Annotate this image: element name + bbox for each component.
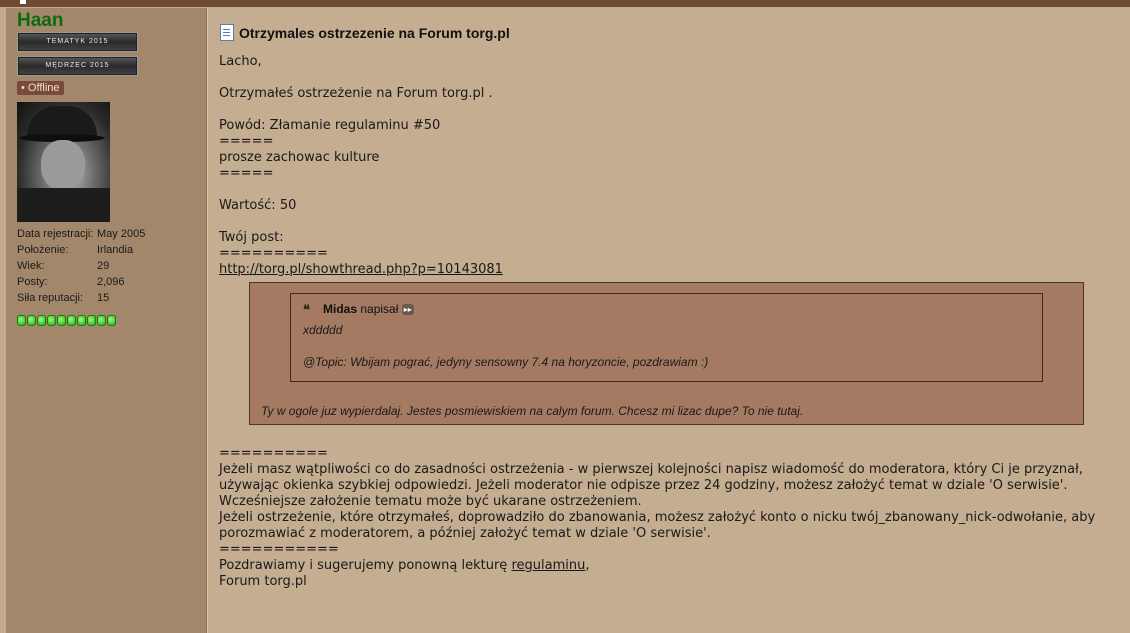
quote-block [249, 282, 1084, 425]
info-registration: Data rejestracji: May 2005 [17, 228, 146, 240]
reputation-pip [17, 315, 26, 326]
reputation-pip [107, 315, 116, 326]
msg-sep4: ========== [219, 446, 328, 461]
username-link[interactable]: Haan [17, 10, 64, 31]
document-icon [220, 24, 234, 41]
reputation-pip [57, 315, 66, 326]
status-badge: • Offline [17, 81, 64, 95]
award-badge-tematyk: TEMATYK 2015 [17, 32, 138, 52]
msg-sep2: ===== [219, 166, 274, 181]
msg-sep5: =========== [219, 542, 339, 557]
info-location: Położenie: Irlandia [17, 244, 134, 256]
msg-line1: Otrzymałeś ostrzeżenie na Forum torg.pl . [219, 86, 493, 101]
msg-post-link-wrap [219, 262, 503, 278]
msg-reason-text: prosze zachowac kulture [219, 150, 380, 165]
quote-line2: @Topic: Wbijam pograć, jedyny sensowny 7.4 na horyzoncie, pozdrawiam :) [303, 355, 709, 369]
page-icon [20, 0, 26, 4]
reputation-pip [37, 315, 46, 326]
msg-sep1: ===== [219, 134, 274, 149]
msg-reason: Powód: Złamanie regulaminu #50 [219, 118, 441, 133]
top-bar [0, 0, 1130, 7]
reputation-pip [77, 315, 86, 326]
msg-closing: Pozdrawiamy i sugerujemy ponowną lekturę regulaminu, [219, 558, 590, 573]
post-content [207, 8, 1130, 633]
reputation-bar [17, 311, 117, 321]
msg-p3: Wcześniejsze założenie tematu może być ukarane ostrzeżeniem. [219, 494, 642, 509]
msg-value: Wartość: 50 [219, 198, 297, 213]
quote-wrote: napisał [360, 302, 399, 316]
quote-icon: ❝ [303, 302, 310, 317]
nested-quote [290, 293, 1043, 382]
post-link[interactable]: http://torg.pl/showthread.php?p=10143081 [219, 262, 503, 277]
msg-p4: Jeżeli ostrzeżenie, które otrzymałeś, doprowadziło do zbanowania, możesz założyć konto o nicku twój_zbanowany_nick-odwołanie, aby [219, 510, 1096, 525]
quote-line1: xddddd [303, 323, 343, 337]
quote-author-name[interactable]: Midas [323, 302, 358, 316]
reputation-pip [67, 315, 76, 326]
info-reputation: Siła reputacji: 15 [17, 292, 110, 304]
msg-your-post: Twój post: [219, 230, 284, 245]
msg-sep3: ========== [219, 246, 328, 261]
msg-greeting: Lacho, [219, 54, 262, 69]
regulamin-link[interactable]: regulaminu [511, 558, 586, 573]
reputation-pip [27, 315, 36, 326]
msg-p1: Jeżeli masz wątpliwości co do zasadności ostrzeżenia - w pierwszej kolejności napisz wiadomość do moderatora, który Ci je przyznał, [219, 462, 1083, 477]
quote-author [323, 302, 414, 316]
award-badge-medrzec: MĘDRZEC 2015 [17, 56, 138, 76]
view-post-icon[interactable]: ▸▸ [403, 305, 412, 315]
post-title: Otrzymales ostrzezenie na Forum torg.pl [239, 25, 510, 41]
reputation-pip [47, 315, 56, 326]
info-age: Wiek: 29 [17, 260, 110, 272]
msg-p5: porozmawiać z moderatorem, a później założyć temat w dziale 'O serwisie'. [219, 526, 711, 541]
msg-signature: Forum torg.pl [219, 574, 307, 589]
avatar [17, 102, 110, 222]
msg-p2: używając okienka szybkiej odpowiedzi. Jeżeli moderator nie odpisze przez 24 godziny, możesz założyć temat w dziale 'O serwisie'. [219, 478, 1068, 493]
quote-reply: Ty w ogole juz wypierdalaj. Jestes posmiewiskiem na calym forum. Chcesz mi lizac dupe? To nie tutaj. [261, 404, 804, 418]
reputation-pip [97, 315, 106, 326]
info-posts: Posty: 2,096 [17, 276, 125, 288]
user-sidebar [6, 8, 207, 633]
reputation-pip [87, 315, 96, 326]
